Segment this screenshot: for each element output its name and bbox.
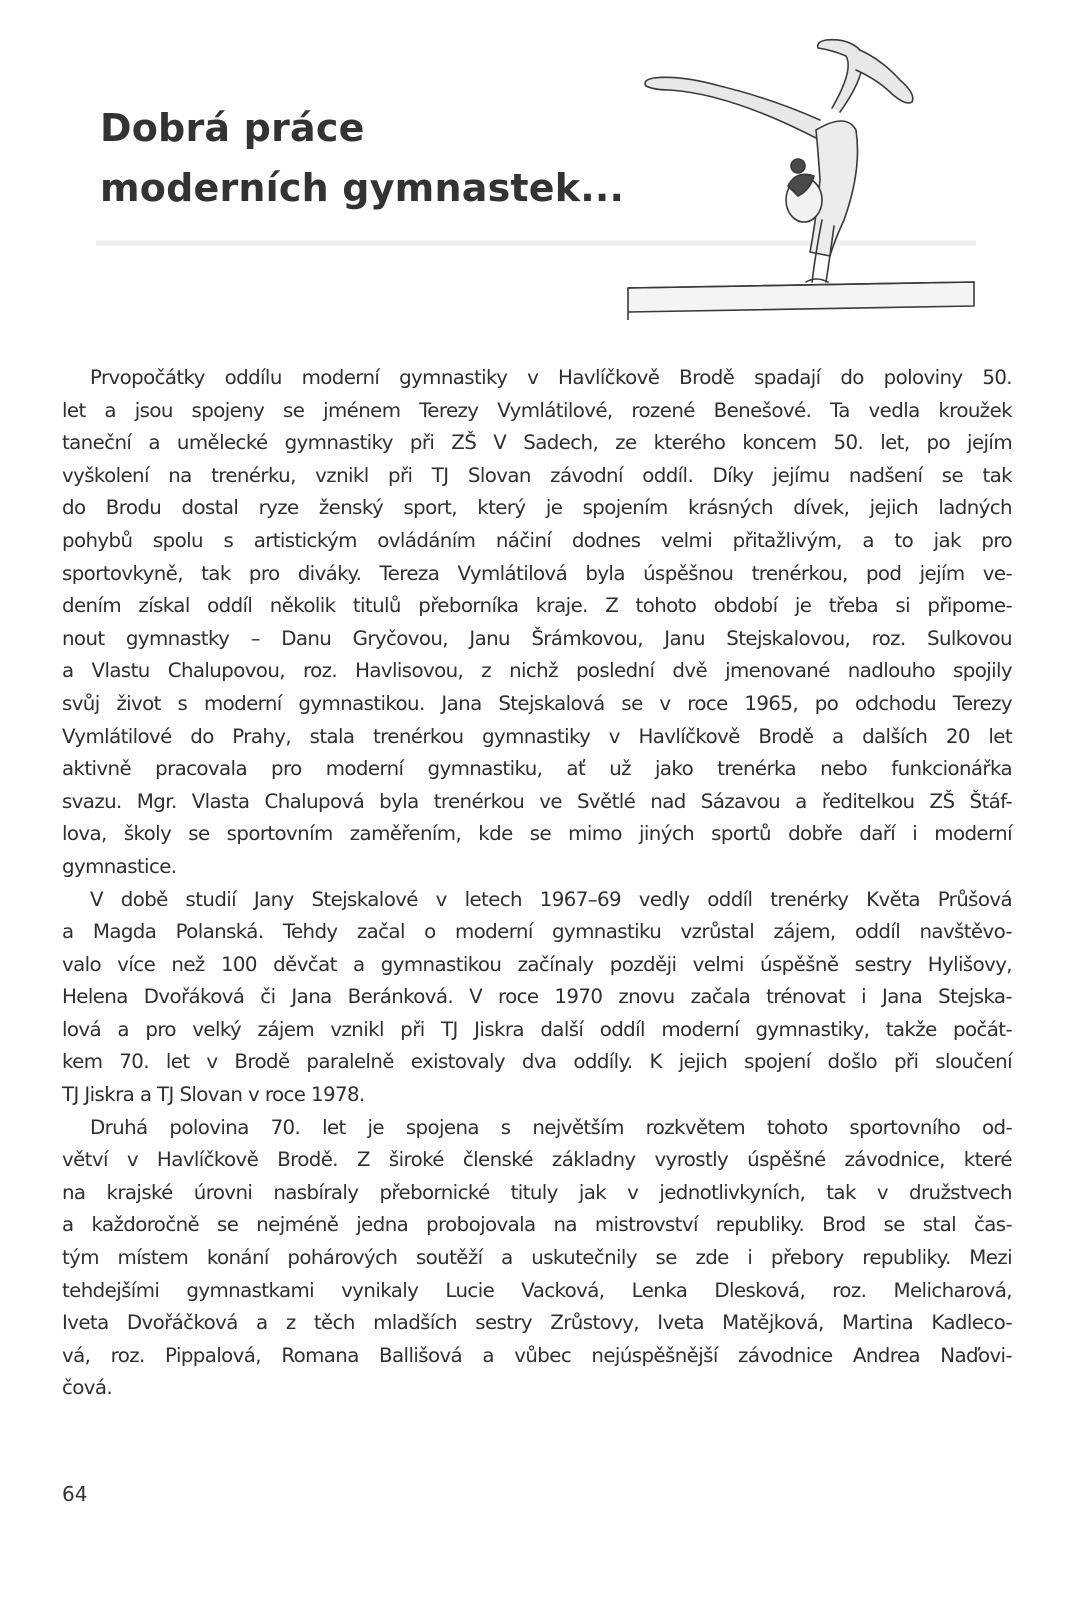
- text-line: gymnastice.: [62, 854, 177, 878]
- page-number: 64: [62, 1482, 88, 1506]
- text-line: Iveta Dvořáčková a z těch mladších sestry Zrůstovy, Iveta Matějková, Martina Kadleco-: [62, 1311, 1012, 1335]
- paragraph-3: [62, 1112, 1012, 1405]
- text-line: lová a pro velký zájem vznikl při TJ Jiskra další oddíl moderní gymnastiky, takže počát-: [62, 1017, 1012, 1041]
- text-line: sportovkyně, tak pro diváky. Tereza Vymlátilová byla úspěšnou trenérkou, pod jejím ve-: [62, 561, 1012, 585]
- text-line: valo více než 100 děvčat a gymnastikou začínaly později velmi úspěšně sestry Hylišovy,: [62, 952, 1012, 976]
- title-line-1: Dobrá práce: [100, 106, 365, 150]
- paragraph-2: [62, 884, 1012, 1112]
- page-title: [100, 98, 624, 218]
- text-line: tehdejšími gymnastkami vynikaly Lucie Vacková, Lenka Dlesková, roz. Melicharová,: [62, 1278, 1012, 1302]
- text-line: V době studií Jany Stejskalové v letech 1967–69 vedly oddíl trenérky Květa Průšová: [90, 887, 1012, 911]
- text-line: dením získal oddíl několik titulů přeborníka kraje. Z tohoto období je třeba si připome-: [62, 594, 1012, 618]
- text-line: Druhá polovina 70. let je spojena s největším rozkvětem tohoto sportovního od-: [90, 1115, 1012, 1139]
- text-line: lova, školy se sportovním zaměřením, kde se mimo jiných sportů dobře daří i moderní: [62, 822, 1012, 846]
- text-line: tým místem konání pohárových soutěží a uskutečnily se zde i přebory republiky. Mezi: [62, 1246, 1012, 1270]
- text-line: vá, roz. Pippalová, Romana Ballišová a vůbec nejúspěšnější závodnice Andrea Naďovi-: [62, 1343, 1012, 1367]
- text-line: pohybů spolu s artistickým ovládáním náčiní dodnes velmi přitažlivým, a to jak pro: [62, 528, 1012, 552]
- text-line: aktivně pracovala pro moderní gymnastiku, ať už jako trenérka nebo funkcionářka: [62, 757, 1012, 781]
- text-line: kem 70. let v Brodě paralelně existovaly dva oddíly. K jejich spojení došlo při sloučení: [62, 1050, 1012, 1074]
- text-line: TJ Jiskra a TJ Slovan v roce 1978.: [62, 1083, 365, 1107]
- paragraph-1: [62, 362, 1012, 884]
- text-line: Helena Dvořáková či Jana Beránková. V roce 1970 znovu začala trénovat i Jana Stejska-: [62, 985, 1012, 1009]
- text-line: a Vlastu Chalupovou, roz. Havlisovou, z nichž poslední dvě jmenované nadlouho spojily: [62, 659, 1012, 683]
- text-line: a každoročně se nejméně jedna probojovala na mistrovství republiky. Brod se stal čas-: [62, 1213, 1012, 1237]
- article-body: [62, 362, 1012, 1405]
- text-line: let a jsou spojeny se jménem Terezy Vymlátilové, rozené Benešové. Ta vedla kroužek: [62, 398, 1012, 422]
- text-line: nout gymnastky – Danu Gryčovou, Janu Šrámkovou, Janu Stejskalovou, roz. Sulkovou: [62, 626, 1012, 650]
- gymnast-handstand-on-beam-icon: [620, 20, 990, 320]
- text-line: a Magda Polanská. Tehdy začal o moderní gymnastiku vzrůstal zájem, oddíl navštěvo-: [62, 920, 1012, 944]
- text-line: svazu. Mgr. Vlasta Chalupová byla trenérkou ve Světlé nad Sázavou a ředitelkou ZŠ Štáf-: [62, 789, 1012, 813]
- text-line: Prvopočátky oddílu moderní gymnastiky v Havlíčkově Brodě spadají do poloviny 50.: [90, 366, 1012, 389]
- text-line: svůj život s moderní gymnastikou. Jana Stejskalová se v roce 1965, po odchodu Terezy: [62, 691, 1012, 715]
- text-line: vyškolení na trenérku, vznikl při TJ Slovan závodní oddíl. Díky jejímu nadšení se tak: [62, 463, 1012, 487]
- text-line: čová.: [62, 1376, 113, 1400]
- text-line: na krajské úrovni nasbíraly přebornické tituly jak v jednotlivkyních, tak v družstvech: [62, 1180, 1012, 1204]
- title-line-2: moderních gymnastek...: [100, 166, 625, 210]
- text-line: větví v Havlíčkově Brodě. Z široké členské základny vyrostly úspěšné závodnice, které: [62, 1148, 1012, 1172]
- text-line: Vymlátilové do Prahy, stala trenérkou gymnastiky v Havlíčkově Brodě a dalších 20 let: [62, 724, 1012, 748]
- text-line: taneční a umělecké gymnastiky při ZŠ V Sadech, ze kterého koncem 50. let, po jejím: [62, 431, 1012, 455]
- text-line: do Brodu dostal ryze ženský sport, který je spojením krásných dívek, jejich ladných: [62, 496, 1012, 520]
